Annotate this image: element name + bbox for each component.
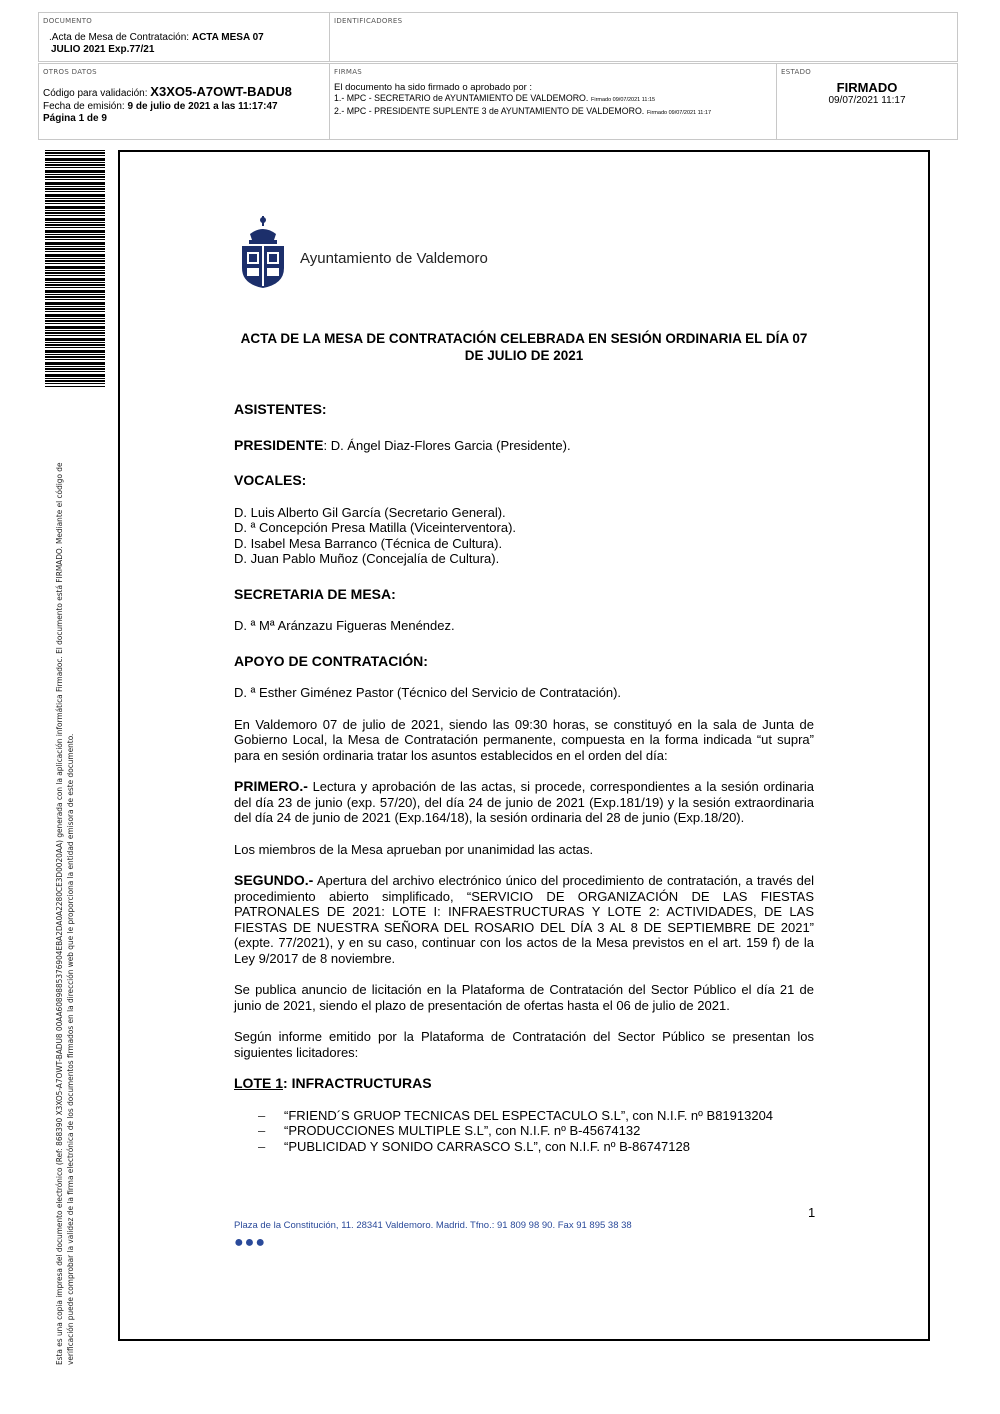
header-row-document <box>38 12 958 62</box>
coat-of-arms-icon <box>234 212 292 290</box>
footer-address: Plaza de la Constitución, 11. 28341 Valdemoro. Madrid. Tfno.: 91 809 98 90. Fax 91 895 38 38 <box>234 1220 632 1231</box>
vocales-heading: VOCALES: <box>234 472 307 488</box>
vocal-1: D. Luis Alberto Gil García (Secretario General). <box>234 504 506 520</box>
identificadores-cell <box>329 13 957 61</box>
vocal-3: D. Isabel Mesa Barranco (Técnica de Cultura). <box>234 535 503 551</box>
firmas-label: FIRMAS <box>334 68 363 76</box>
footer-dots: ●●● <box>234 1234 266 1251</box>
documento-cell <box>39 13 329 61</box>
firmas-cell <box>329 64 776 139</box>
anuncio-paragraph: Se publica anuncio de licitación en la Plataforma de Contratación del Sector Público el día 21 de junio de 2021, siendo el plazo de presentación de ofertas hasta el 06 de julio de 2021. <box>234 982 814 1013</box>
lote-1-heading <box>234 1076 814 1092</box>
apoyo-heading: APOYO DE CONTRATACIÓN: <box>234 652 428 669</box>
segundo-label: SEGUNDO.- <box>234 872 314 888</box>
primero-label: PRIMERO.- <box>234 778 308 794</box>
identificadores-label: IDENTIFICADORES <box>334 17 403 25</box>
firma-2-text: 2.- MPC - PRESIDENTE SUPLENTE 3 de AYUNTAMIENTO DE VALDEMORO. <box>334 106 645 116</box>
documento-line2: JULIO 2021 Exp.77/21 <box>51 44 155 55</box>
presidente-text: : D. Ángel Diaz-Flores Garcia (Presidente). <box>323 437 571 453</box>
informe-paragraph: Según informe emitido por la Plataforma de Contratación del Sector Público se presentan los siguientes licitadores: <box>234 1029 814 1060</box>
firma-2 <box>334 106 711 119</box>
otros-datos-cell <box>39 64 329 139</box>
firma-1-date: Firmado 09/07/2021 11:15 <box>590 97 656 103</box>
document-page <box>118 150 930 1341</box>
barcode <box>45 150 105 387</box>
document-title <box>224 330 824 364</box>
estado-date: 09/07/2021 11:17 <box>828 95 906 106</box>
firma-1-text: 1.- MPC - SECRETARIO de AYUNTAMIENTO DE VALDEMORO. <box>334 93 589 103</box>
list-item: – “PUBLICIDAD Y SONIDO CARRASCO S.L”, con N.I.F. nº B-86747128 <box>234 1139 814 1155</box>
primero-paragraph <box>234 779 814 826</box>
primero-text: Lectura y aprobación de las actas, si procede, correspondientes a la sesión ordinaria del día 23 de junio (exp. 57/20), del día 24 de junio de 2021 (Exp.181/19) y la sesión extraordinaria del día 24 de junio de 2021 (Exp.164/18), la sesión ordinaria del 28 de junio (Exp.18/20). <box>234 779 814 825</box>
secretaria-heading: SECRETARIA DE MESA: <box>234 585 396 602</box>
list-item: – “PRODUCCIONES MULTIPLE S.L”, con N.I.F. nº B-45674132 <box>234 1123 814 1139</box>
codigo-value: X3XO5-A7OWT-BADU8 <box>150 84 292 99</box>
apoyo-name: D. ª Esther Giménez Pastor (Técnico del Servicio de Contratación). <box>234 685 622 700</box>
documento-label: DOCUMENTO <box>43 17 93 25</box>
lote-1-label: LOTE 1 <box>234 1075 284 1091</box>
estado-label: ESTADO <box>781 68 812 76</box>
page-number: 1 <box>808 1205 816 1220</box>
aprueban-paragraph: Los miembros de la Mesa aprueban por unanimidad las actas. <box>234 841 594 857</box>
document-body <box>234 402 814 1154</box>
logo-name: Ayuntamiento de Valdemoro <box>300 250 488 267</box>
firma-1 <box>334 93 711 106</box>
firma-2-date: Firmado 09/07/2021 11:17 <box>646 110 711 116</box>
firmas-list <box>334 82 711 119</box>
estado-value: FIRMADO <box>836 80 898 95</box>
fecha-line <box>43 101 278 113</box>
fecha-prefix: Fecha de emisión: <box>43 101 125 112</box>
codigo-line <box>43 86 292 100</box>
segundo-paragraph <box>234 873 814 966</box>
presidente-label: PRESIDENTE <box>234 436 324 453</box>
header-row-data <box>38 63 958 140</box>
list-item: – “FRIEND´S GRUOP TECNICAS DEL ESPECTACULO S.L”, con N.I.F. nº B81913204 <box>234 1108 814 1124</box>
presidente-line <box>234 438 814 454</box>
pagina: Página 1 de 9 <box>43 113 107 124</box>
secretaria-name: D. ª Mª Aránzazu Figueras Menéndez. <box>234 618 455 633</box>
vocal-4: D. Juan Pablo Muñoz (Concejalía de Cultura). <box>234 551 500 566</box>
title-line-2: DE JULIO DE 2021 <box>464 348 584 363</box>
firmas-intro: El documento ha sido firmado o aprobado por : <box>334 82 533 93</box>
intro-paragraph: En Valdemoro 07 de julio de 2021, siendo las 09:30 horas, se constituyó en la sala de Junta de Gobierno Local, la Mesa de Contratación permanente, compuesta en la forma indicada “ut supra” para en sesión ordinaria tratar los asuntos establecidos en el orden del día: <box>234 716 814 763</box>
logo <box>234 212 534 292</box>
side-text-line-2: verificación puede comprobar la validez de la firma electrónica de los documentos firmados en la dirección web que le proporciona la entidad emisora de este documento. <box>65 733 75 1365</box>
title-line-1: ACTA DE LA MESA DE CONTRATACIÓN CELEBRADA EN SESIÓN ORDINARIA EL DÍA 07 <box>240 331 808 346</box>
segundo-text: Apertura del archivo electrónico único del procedimiento de contratación, a través del procedimiento abierto simplificado, “SERVICIO DE ORGANIZACIÓN DE LAS FIESTAS PATRONALES DE 2021: LOTE I: INFRAESTRUCTURAS Y LOTE 2: ACTIVIDADES, DE LAS FIESTAS DE NUESTRA SEÑORA DEL ROSARIO DEL DÍA 3 AL 8 DE SEPTIEMBRE DE 2021” (expte. 77/2021), y en su caso, continuar con los actos de la Mesa previstos en el art. 159 f) de la Ley 9/2017 de 8 noviembre. <box>234 873 814 966</box>
side-validation-text <box>54 425 76 1365</box>
documento-prefix: .Acta de Mesa de Contratación: <box>49 32 190 43</box>
otros-datos-label: OTROS DATOS <box>43 68 97 76</box>
documento-title <box>49 32 264 56</box>
asistentes-heading: ASISTENTES: <box>234 401 327 417</box>
codigo-prefix: Código para validación: <box>43 88 148 99</box>
fecha-value: 9 de julio de 2021 a las 11:17:47 <box>127 101 278 112</box>
lote-1-rest: : INFRACTRUCTURAS <box>283 1075 432 1091</box>
vocal-2: D. ª Concepción Presa Matilla (Viceinterventora). <box>234 520 517 535</box>
documento-bold: ACTA MESA 07 <box>191 32 264 43</box>
estado-cell <box>776 64 957 139</box>
licitadores-list <box>234 1108 814 1155</box>
side-text-line-1: Esta es una copia impresa del documento electrónico (Ref: 868390 X3XO5-A7OWT-BADU8 00AA6089885376904EBA2DA0A2280CE3D0020AA) generada con la aplicación informática Firmadoc. El documento está FIRMADO. Mediante el código de <box>54 462 64 1365</box>
